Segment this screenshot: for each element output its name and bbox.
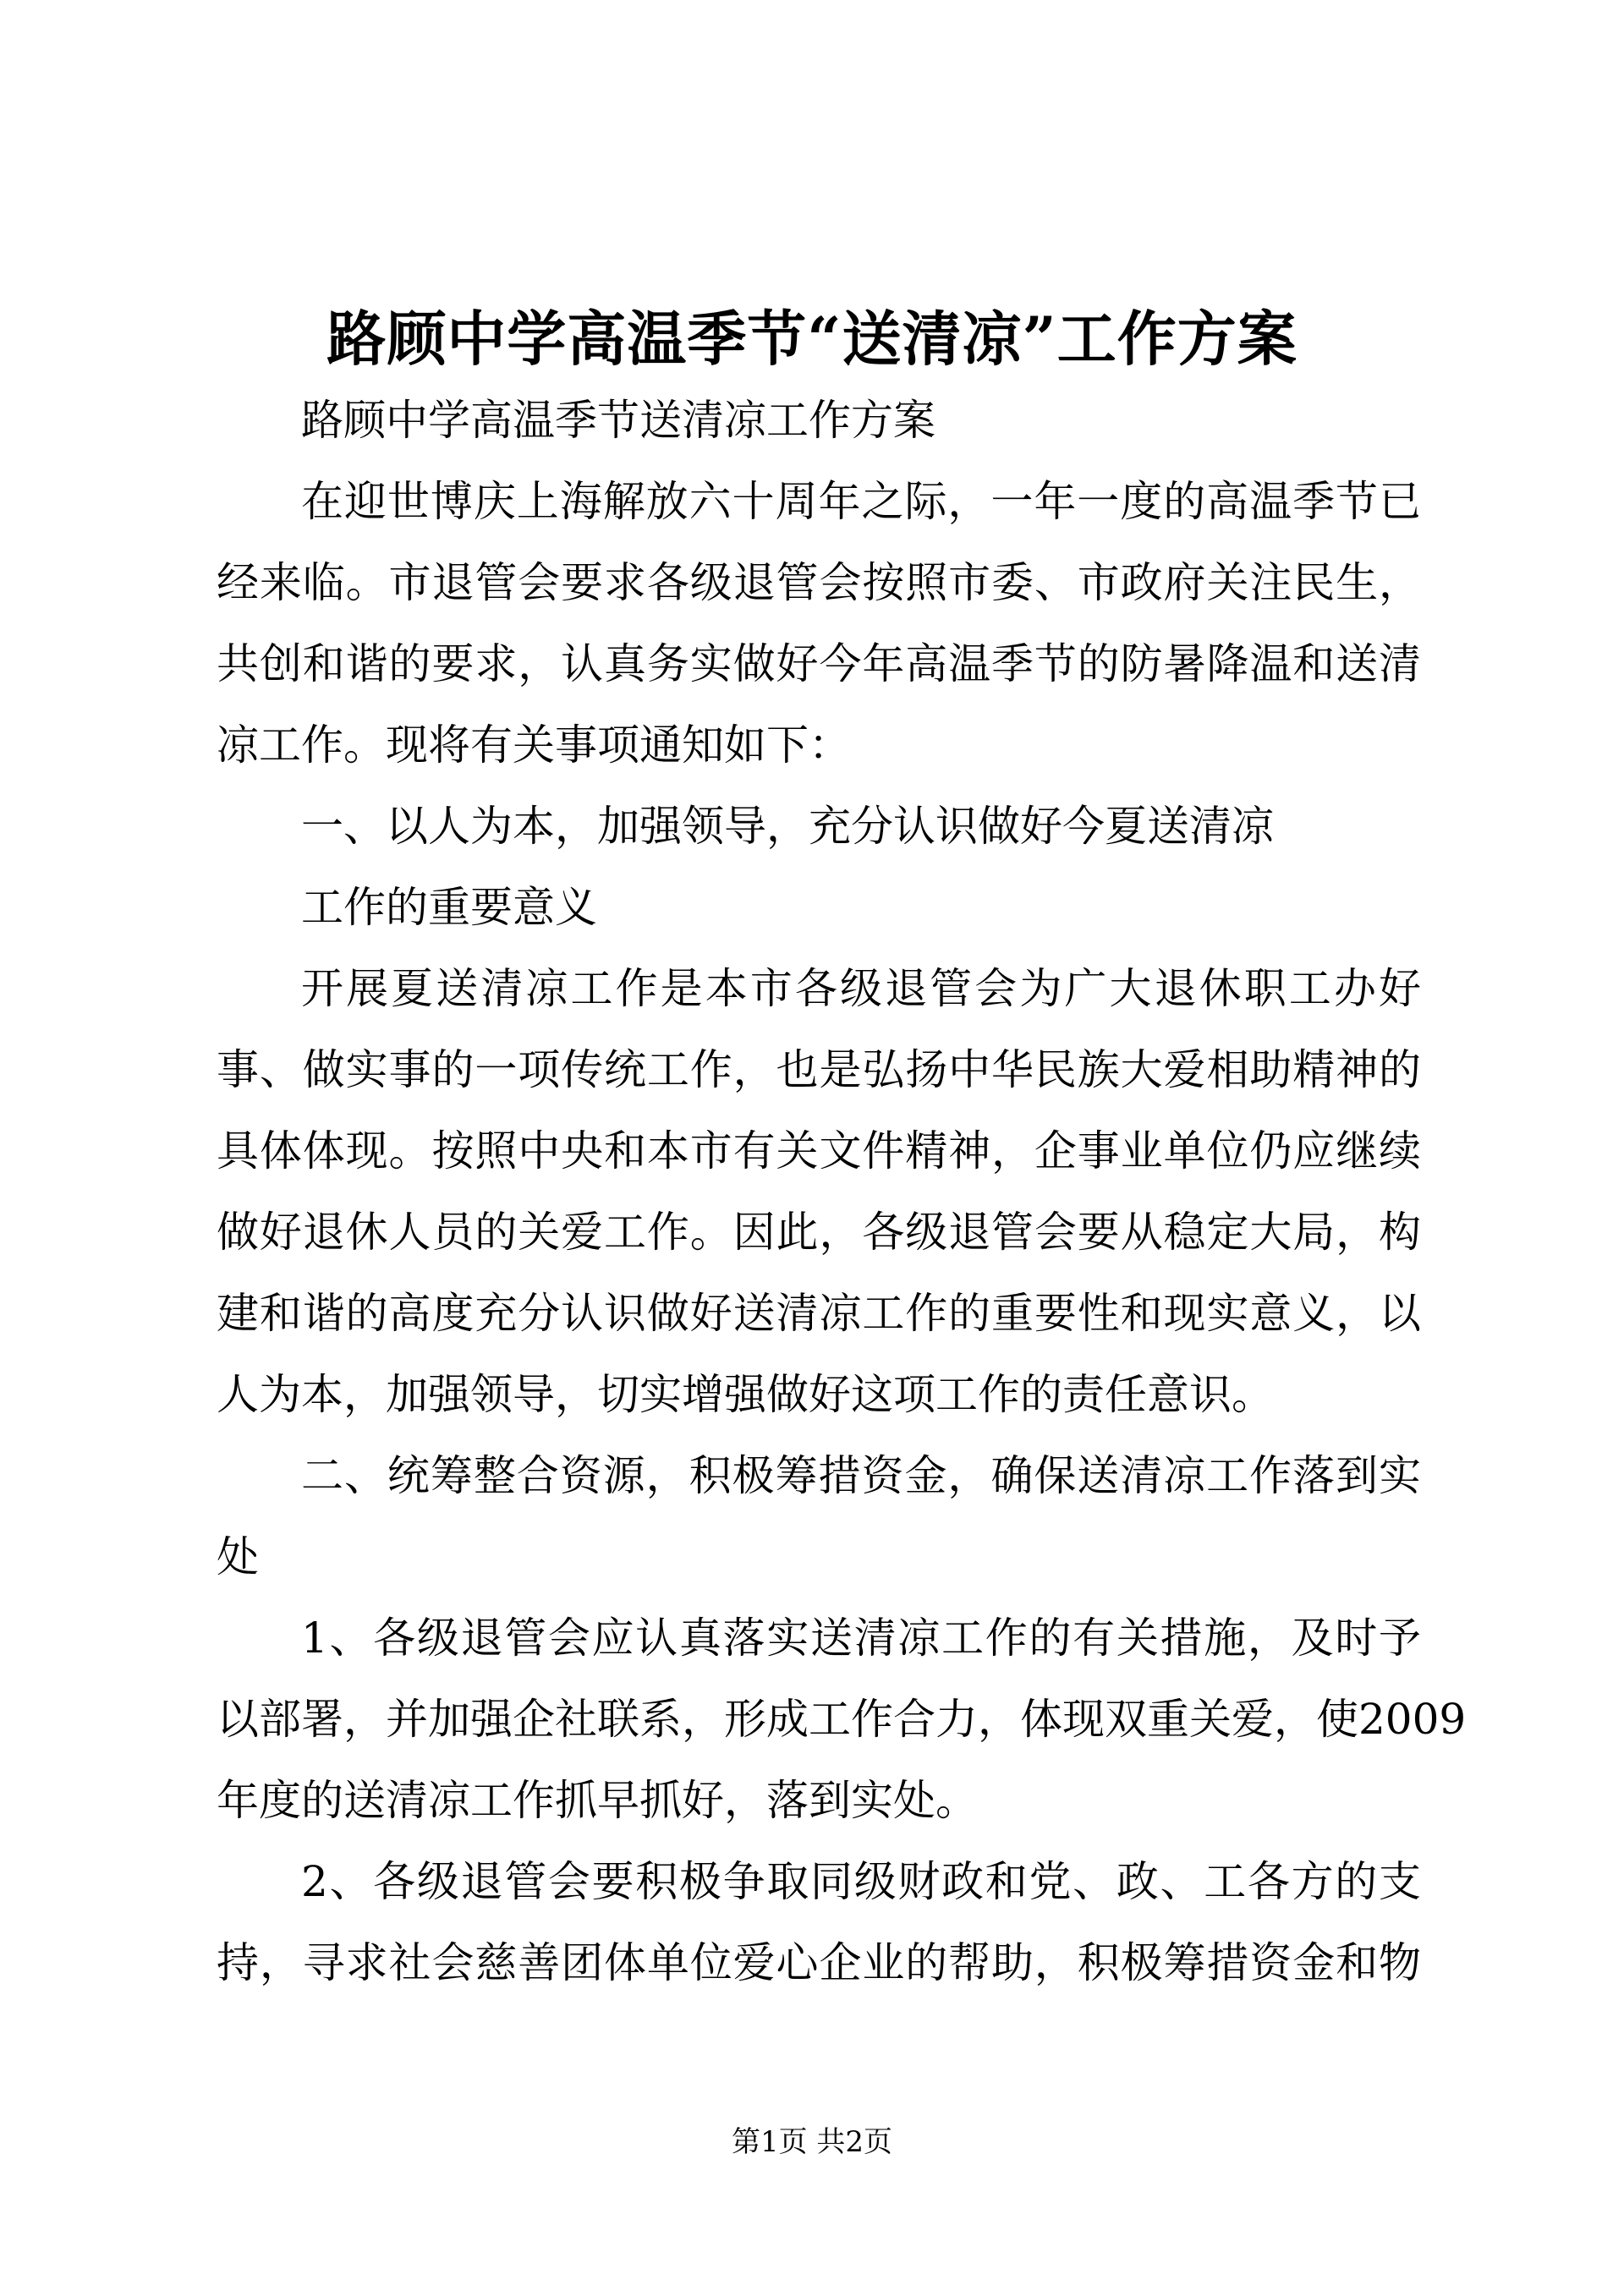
- text-line: 工作的重要意义: [301, 883, 597, 932]
- text-line: 经来临。市退管会要求各级退管会按照市委、市政府关注民生，: [217, 558, 1421, 607]
- text-line: 凉工作。现将有关事项通知如下：: [217, 721, 851, 770]
- text-line: 2、各级退管会要积极争取同级财政和党、政、工各方的支: [301, 1857, 1421, 1906]
- text-line: 开展夏送清凉工作是本市各级退管会为广大退休职工办好: [301, 964, 1421, 1013]
- text-line: 年度的送清凉工作抓早抓好，落到实处。: [217, 1776, 978, 1825]
- text-line: 以部署，并加强企社联系，形成工作合力，体现双重关爱，使2009: [217, 1695, 1467, 1744]
- text-line: 做好退休人员的关爱工作。因此，各级退管会要从稳定大局，构: [217, 1208, 1421, 1257]
- text-line: 处: [217, 1532, 259, 1581]
- text-line: 建和谐的高度充分认识做好送清凉工作的重要性和现实意义，以: [217, 1289, 1421, 1338]
- page-footer: 第1页 共2页: [731, 2125, 893, 2159]
- text-line: 二、统筹整合资源，积极筹措资金，确保送清凉工作落到实: [301, 1451, 1421, 1500]
- text-line: 事、做实事的一项传统工作，也是弘扬中华民族大爱相助精神的: [217, 1045, 1421, 1094]
- text-line: 持，寻求社会慈善团体单位爱心企业的帮助，积极筹措资金和物: [217, 1938, 1421, 1987]
- text-line: 一、以人为本，加强领导，充分认识做好今夏送清凉: [301, 802, 1274, 851]
- text-line: 人为本，加强领导，切实增强做好这项工作的责任意识。: [217, 1370, 1274, 1419]
- text-line: 在迎世博庆上海解放六十周年之际，一年一度的高温季节已: [301, 477, 1421, 526]
- document-body: [217, 393, 1467, 2017]
- text-line: 共创和谐的要求，认真务实做好今年高温季节的防暑降温和送清: [217, 639, 1421, 688]
- text-line: 具体体现。按照中央和本市有关文件精神，企事业单位仍应继续: [217, 1126, 1421, 1175]
- text-line: 1、各级退管会应认真落实送清凉工作的有关措施，及时予: [301, 1614, 1421, 1663]
- document-title: 路顾中学高温季节“送清凉”工作方案: [326, 304, 1298, 374]
- text-line: 路顾中学高温季节送清凉工作方案: [301, 396, 935, 445]
